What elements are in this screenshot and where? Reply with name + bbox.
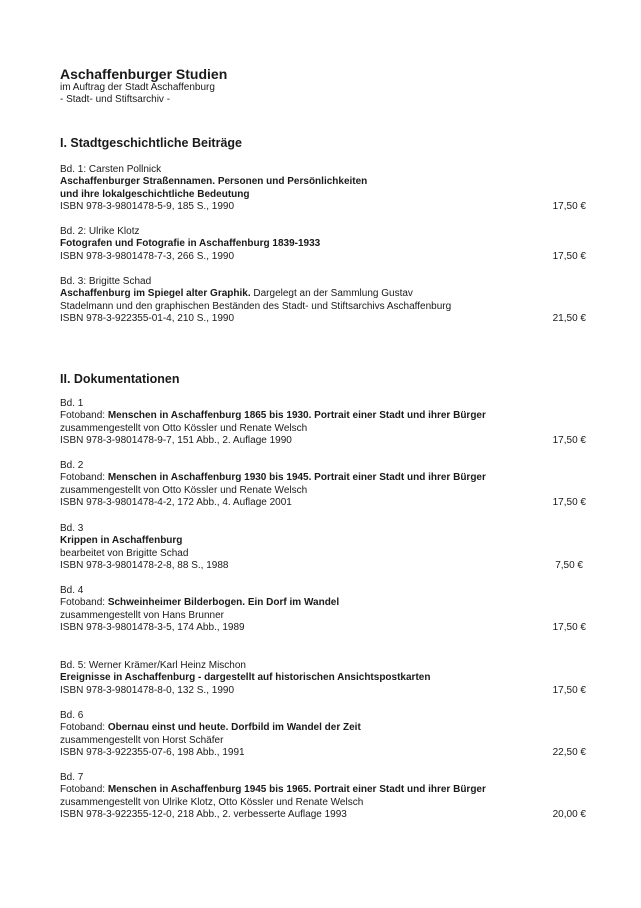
isbn-row bbox=[60, 435, 586, 447]
book-title bbox=[60, 597, 586, 609]
book-editor: zusammengestellt von Otto Kössler und Renate Welsch bbox=[60, 484, 308, 496]
volume-author: Bd. 1: Carsten Pollnick bbox=[60, 164, 162, 175]
book-editor: zusammengestellt von Horst Schäfer bbox=[60, 734, 224, 746]
volume-number: Bd. 4 bbox=[60, 585, 84, 596]
price: 22,50 € bbox=[552, 747, 586, 759]
book-title: Fotografen und Fotografie in Aschaffenburg 1839-1933 bbox=[60, 238, 321, 250]
price: 21,50 € bbox=[552, 313, 586, 325]
isbn-row bbox=[60, 201, 586, 213]
book-title: Aschaffenburger Straßennamen. Personen und Persönlichkeiten bbox=[60, 176, 368, 188]
isbn-info: ISBN 978-3-922355-12-0, 218 Abb., 2. verbesserte Auflage 1993 bbox=[60, 809, 347, 821]
book-title: Krippen in Aschaffenburg bbox=[60, 535, 183, 547]
book-entry bbox=[60, 226, 586, 263]
book-title bbox=[60, 410, 586, 422]
isbn-info: ISBN 978-3-922355-07-6, 198 Abb., 1991 bbox=[60, 747, 245, 759]
isbn-row bbox=[60, 560, 586, 572]
isbn-row bbox=[60, 313, 586, 325]
section-title-stadtgeschichtliche-beitraege: I. Stadtgeschichtliche Beiträge bbox=[60, 136, 242, 150]
book-editor: zusammengestellt von Otto Kössler und Renate Welsch bbox=[60, 422, 308, 434]
book-entry bbox=[60, 460, 586, 510]
volume-number: Bd. 1 bbox=[60, 398, 84, 409]
book-title bbox=[60, 722, 586, 734]
volume-number: Bd. 3 bbox=[60, 523, 84, 534]
volume-number: Bd. 6 bbox=[60, 710, 84, 721]
book-title: Ereignisse in Aschaffenburg - dargestellt auf historischen Ansichtspostkarten bbox=[60, 672, 431, 684]
series-title: Aschaffenburger Studien bbox=[60, 66, 228, 82]
isbn-info: ISBN 978-3-922355-01-4, 210 S., 1990 bbox=[60, 313, 235, 325]
book-type-prefix: Fotoband: bbox=[60, 784, 108, 796]
book-entry bbox=[60, 398, 586, 448]
isbn-info: ISBN 978-3-9801478-4-2, 172 Abb., 4. Auflage 2001 bbox=[60, 497, 292, 509]
volume-author: Bd. 2: Ulrike Klotz bbox=[60, 226, 140, 237]
book-title-rest: Dargelegt an der Sammlung Gustav bbox=[250, 288, 413, 300]
isbn-row bbox=[60, 809, 586, 821]
book-title-main: Menschen in Aschaffenburg 1930 bis 1945. Portrait einer Stadt und ihrer Bürger bbox=[107, 472, 486, 484]
isbn-info: ISBN 978-3-9801478-3-5, 174 Abb., 1989 bbox=[60, 622, 245, 634]
isbn-row bbox=[60, 251, 586, 263]
book-type-prefix: Fotoband: bbox=[60, 722, 108, 734]
section-title-dokumentationen: II. Dokumentationen bbox=[60, 372, 180, 386]
book-entry bbox=[60, 660, 586, 697]
book-editor: zusammengestellt von Hans Brunner bbox=[60, 609, 224, 621]
volume-author: Bd. 5: Werner Krämer/Karl Heinz Mischon bbox=[60, 660, 246, 671]
isbn-info: ISBN 978-3-9801478-9-7, 151 Abb., 2. Auflage 1990 bbox=[60, 435, 292, 447]
book-title bbox=[60, 472, 586, 484]
book-title-main: Aschaffenburg im Spiegel alter Graphik. bbox=[60, 288, 251, 300]
volume-number: Bd. 2 bbox=[60, 460, 84, 471]
price: 17,50 € bbox=[552, 435, 586, 447]
book-title-continued: Stadelmann und den graphischen Beständen des Stadt- und Stiftsarchivs Aschaffenburg bbox=[60, 300, 452, 312]
isbn-info: ISBN 978-3-9801478-2-8, 88 S., 1988 bbox=[60, 560, 229, 572]
book-entry bbox=[60, 585, 586, 635]
book-editor: bearbeitet von Brigitte Schad bbox=[60, 547, 189, 559]
book-entry bbox=[60, 772, 586, 822]
price: 17,50 € bbox=[552, 622, 586, 634]
isbn-info: ISBN 978-3-9801478-5-9, 185 S., 1990 bbox=[60, 201, 235, 213]
book-title bbox=[60, 784, 586, 796]
series-subtitle-line2: - Stadt- und Stiftsarchiv - bbox=[60, 94, 171, 105]
price: 17,50 € bbox=[552, 201, 586, 213]
isbn-row bbox=[60, 747, 586, 759]
book-entry bbox=[60, 164, 586, 214]
book-title-main: Schweinheimer Bilderbogen. Ein Dorf im Wandel bbox=[107, 597, 340, 609]
price: 7,50 € bbox=[555, 560, 583, 572]
book-type-prefix: Fotoband: bbox=[60, 410, 108, 422]
isbn-info: ISBN 978-3-9801478-7-3, 266 S., 1990 bbox=[60, 250, 235, 262]
price: 17,50 € bbox=[552, 497, 586, 509]
book-entry bbox=[60, 710, 586, 760]
volume-number: Bd. 7 bbox=[60, 772, 84, 783]
book-title-main: Obernau einst und heute. Dorfbild im Wandel der Zeit bbox=[107, 722, 361, 734]
price: 20,00 € bbox=[552, 809, 586, 821]
book-editor: zusammengestellt von Ulrike Klotz, Otto Kössler und Renate Welsch bbox=[60, 796, 364, 808]
isbn-info: ISBN 978-3-9801478-8-0, 132 S., 1990 bbox=[60, 684, 235, 696]
volume-author: Bd. 3: Brigitte Schad bbox=[60, 276, 152, 287]
price: 17,50 € bbox=[552, 684, 586, 696]
isbn-row bbox=[60, 622, 586, 634]
book-type-prefix: Fotoband: bbox=[60, 472, 108, 484]
book-title-continued: und ihre lokalgeschichtliche Bedeutung bbox=[60, 188, 250, 200]
isbn-row bbox=[60, 497, 586, 509]
series-subtitle-line1: im Auftrag der Stadt Aschaffenburg bbox=[60, 82, 215, 93]
price: 17,50 € bbox=[552, 250, 586, 262]
book-entry bbox=[60, 523, 586, 573]
book-entry bbox=[60, 276, 586, 326]
isbn-row bbox=[60, 685, 586, 697]
book-title-main: Menschen in Aschaffenburg 1945 bis 1965. Portrait einer Stadt und ihrer Bürger bbox=[107, 784, 486, 796]
book-title-main: Menschen in Aschaffenburg 1865 bis 1930. Portrait einer Stadt und ihrer Bürger bbox=[107, 410, 486, 422]
book-type-prefix: Fotoband: bbox=[60, 597, 108, 609]
book-title bbox=[60, 288, 586, 300]
